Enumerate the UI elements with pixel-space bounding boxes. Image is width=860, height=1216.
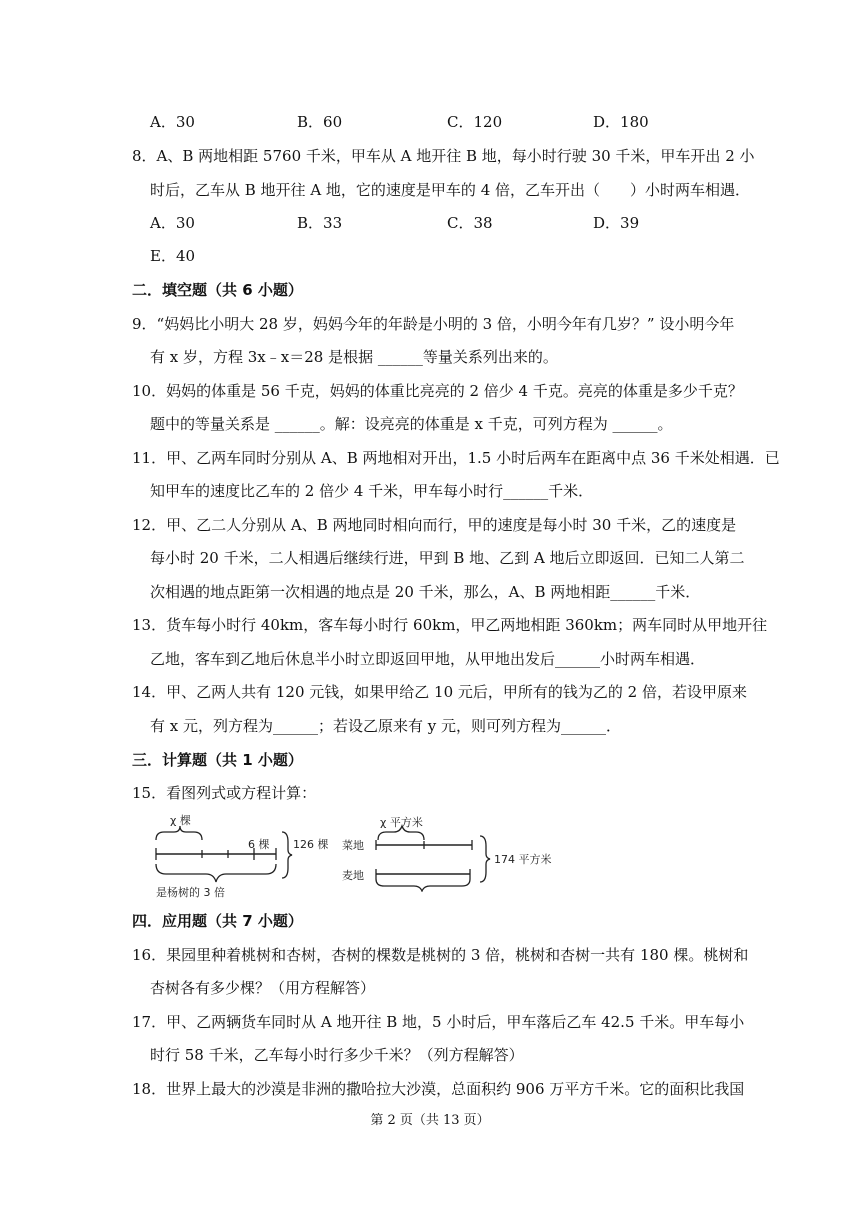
fig2-total-label: 174 平方米 xyxy=(494,853,552,866)
q17-line-2: 时行 58 千米，乙车每小时行多少千米？（列方程解答） xyxy=(150,1046,524,1064)
q8-option-b: B．33 xyxy=(297,214,343,232)
q14-line-1: 14．甲、乙两人共有 120 元钱，如果甲给乙 10 元后，甲所有的钱为乙的 2 倍，若设甲原来 xyxy=(132,683,747,701)
section-title-application: 四．应用题（共 7 小题） xyxy=(132,912,303,930)
fig1-bottom-brace xyxy=(156,864,276,882)
q15-land-diagram xyxy=(340,812,570,892)
fig1-variable-label: χ 棵 xyxy=(170,814,191,827)
q8-line-2: 时后，乙车从 B 地开往 A 地，它的速度是甲车的 4 倍，乙车开出（ ）小时两车相遇． xyxy=(150,181,751,199)
q11-line-1: 11．甲、乙两车同时分别从 A、B 两地相对开出，1.5 小时后两车在距离中点 36 千米处相遇．已 xyxy=(132,449,780,467)
q12-line-2: 每小时 20 千米，二人相遇后继续行进，甲到 B 地、乙到 A 地后立即返回．已知二人第二 xyxy=(150,549,745,567)
q15-text: 15．看图列式或方程计算： xyxy=(132,784,317,802)
page-footer: 第 2 页（共 13 页） xyxy=(370,1113,490,1128)
q12-line-3: 次相遇的地点距第一次相遇的地点是 20 千米，那么，A、B 两地相距______千米． xyxy=(150,583,701,601)
q13-line-1: 13．货车每小时行 40km，客车每小时行 60km，甲乙两地相距 360km；两车同时从甲地开往 xyxy=(132,616,768,634)
q8-line-1: 8．A、B 两地相距 5760 千米，甲车从 A 地开往 B 地，每小时行驶 30 千米，甲车开出 2 小 xyxy=(132,147,755,165)
q7-option-b: B．60 xyxy=(297,113,343,131)
q7-option-d: D．180 xyxy=(593,113,649,131)
q8-option-d: D．39 xyxy=(593,214,640,232)
fig2-row1-label: 菜地 xyxy=(342,839,364,852)
fig2-variable-label: χ 平方米 xyxy=(380,816,423,829)
q16-line-1: 16．果园里种着桃树和杏树，杏树的棵数是桃树的 3 倍，桃树和杏树一共有 180 棵。桃树和 xyxy=(132,946,749,964)
q10-line-2: 题中的等量关系是 ______。解：设亮亮的体重是 x 千克，可列方程为 ______。 xyxy=(150,415,673,433)
q7-option-c: C．120 xyxy=(447,113,503,131)
fig2-row2-label: 麦地 xyxy=(342,869,364,882)
fig1-right-brace xyxy=(282,832,292,878)
q7-option-a: A．30 xyxy=(150,113,195,131)
q14-line-2: 有 x 元，列方程为______；若设乙原来有 y 元，则可列方程为______． xyxy=(150,717,622,735)
q11-line-2: 知甲车的速度比乙车的 2 倍少 4 千米，甲车每小时行______千米． xyxy=(150,482,594,500)
fig1-six-label: 6 棵 xyxy=(248,838,270,851)
q8-option-c: C．38 xyxy=(447,214,493,232)
fig1-bottom-label: 是杨树的 3 倍 xyxy=(156,886,225,899)
q10-line-1: 10．妈妈的体重是 56 千克，妈妈的体重比亮亮的 2 倍少 4 千克。亮亮的体重是多少千克？ xyxy=(132,382,743,400)
q16-line-2: 杏树各有多少棵？（用方程解答） xyxy=(150,979,376,997)
q8-option-a: A．30 xyxy=(150,214,195,232)
q8-option-e: E．40 xyxy=(150,247,196,265)
q13-line-2: 乙地，客车到乙地后休息半小时立即返回甲地，从甲地出发后______小时两车相遇． xyxy=(150,650,706,668)
fig2-right-brace xyxy=(480,836,490,882)
q12-line-1: 12．甲、乙二人分别从 A、B 两地同时相向而行，甲的速度是每小时 30 千米，乙的速度是 xyxy=(132,516,737,534)
q9-line-1: 9．“妈妈比小明大 28 岁，妈妈今年的年龄是小明的 3 倍，小明今年有几岁？” 设小明今年 xyxy=(132,315,735,333)
q18-line-1: 18．世界上最大的沙漠是非洲的撒哈拉大沙漠，总面积约 906 万平方千米。它的面积比我国 xyxy=(132,1080,745,1098)
fig2-bottom-brace xyxy=(376,879,470,891)
fig1-total-label: 126 棵 xyxy=(293,838,329,851)
q17-line-1: 17．甲、乙两辆货车同时从 A 地开往 B 地，5 小时后，甲车落后乙车 42.5 千米。甲车每小 xyxy=(132,1013,745,1031)
section-title-calculation: 三．计算题（共 1 小题） xyxy=(132,751,303,769)
section-title-fill-in: 二．填空题（共 6 小题） xyxy=(132,281,303,299)
q15-tree-diagram xyxy=(150,812,330,904)
q9-line-2: 有 x 岁，方程 3x﹣x＝28 是根据 ______等量关系列出来的。 xyxy=(150,348,558,366)
fig1-top-brace xyxy=(156,826,202,840)
